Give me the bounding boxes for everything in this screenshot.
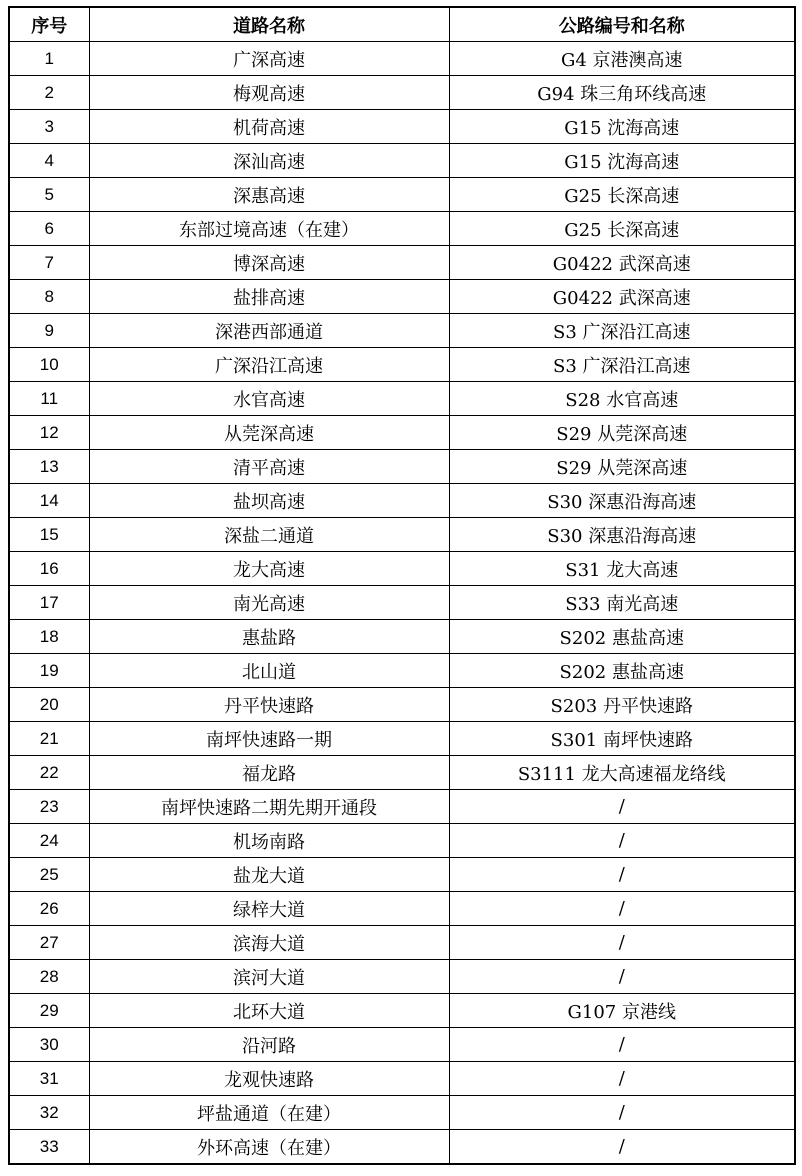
cell-index: 33 <box>9 1130 89 1165</box>
cell-highway: / <box>449 1062 795 1096</box>
cell-road-name: 滨河大道 <box>89 960 449 994</box>
cell-highway: / <box>449 960 795 994</box>
table-row <box>9 994 795 1028</box>
cell-road-name: 北环大道 <box>89 994 449 1028</box>
cell-highway: G0422 武深高速 <box>449 246 795 280</box>
cell-index: 30 <box>9 1028 89 1062</box>
table-row <box>9 348 795 382</box>
cell-highway: S203 丹平快速路 <box>449 688 795 722</box>
table-row <box>9 110 795 144</box>
cell-road-name: 深汕高速 <box>89 144 449 178</box>
cell-index: 19 <box>9 654 89 688</box>
cell-road-name: 广深高速 <box>89 42 449 76</box>
cell-index: 18 <box>9 620 89 654</box>
cell-index: 6 <box>9 212 89 246</box>
cell-road-name: 清平高速 <box>89 450 449 484</box>
cell-highway: G94 珠三角环线高速 <box>449 76 795 110</box>
cell-highway: S3 广深沿江高速 <box>449 314 795 348</box>
cell-road-name: 博深高速 <box>89 246 449 280</box>
cell-road-name: 盐坝高速 <box>89 484 449 518</box>
cell-road-name: 北山道 <box>89 654 449 688</box>
cell-highway: / <box>449 824 795 858</box>
table-body <box>9 42 795 1165</box>
cell-index: 9 <box>9 314 89 348</box>
cell-road-name: 东部过境高速（在建） <box>89 212 449 246</box>
cell-road-name: 深港西部通道 <box>89 314 449 348</box>
road-table-container <box>8 6 794 1165</box>
cell-road-name: 机荷高速 <box>89 110 449 144</box>
table-row <box>9 280 795 314</box>
cell-road-name: 丹平快速路 <box>89 688 449 722</box>
cell-index: 25 <box>9 858 89 892</box>
cell-index: 14 <box>9 484 89 518</box>
table-row <box>9 42 795 76</box>
table-header-row <box>9 7 795 42</box>
table-row <box>9 416 795 450</box>
cell-index: 5 <box>9 178 89 212</box>
cell-road-name: 南光高速 <box>89 586 449 620</box>
cell-road-name: 盐龙大道 <box>89 858 449 892</box>
table-row <box>9 178 795 212</box>
cell-highway: S3111 龙大高速福龙络线 <box>449 756 795 790</box>
table-row <box>9 484 795 518</box>
table-row <box>9 76 795 110</box>
cell-index: 2 <box>9 76 89 110</box>
cell-index: 12 <box>9 416 89 450</box>
cell-road-name: 沿河路 <box>89 1028 449 1062</box>
cell-road-name: 外环高速（在建） <box>89 1130 449 1165</box>
table-row <box>9 858 795 892</box>
table-row <box>9 824 795 858</box>
cell-road-name: 惠盐路 <box>89 620 449 654</box>
cell-index: 7 <box>9 246 89 280</box>
cell-road-name: 滨海大道 <box>89 926 449 960</box>
cell-highway: G107 京港线 <box>449 994 795 1028</box>
cell-index: 15 <box>9 518 89 552</box>
table-row <box>9 620 795 654</box>
cell-index: 13 <box>9 450 89 484</box>
cell-road-name: 水官高速 <box>89 382 449 416</box>
cell-road-name: 梅观高速 <box>89 76 449 110</box>
cell-road-name: 南坪快速路一期 <box>89 722 449 756</box>
cell-highway: / <box>449 790 795 824</box>
cell-index: 17 <box>9 586 89 620</box>
cell-index: 21 <box>9 722 89 756</box>
cell-road-name: 广深沿江高速 <box>89 348 449 382</box>
cell-road-name: 盐排高速 <box>89 280 449 314</box>
cell-road-name: 龙大高速 <box>89 552 449 586</box>
cell-road-name: 深惠高速 <box>89 178 449 212</box>
cell-highway: / <box>449 1028 795 1062</box>
cell-index: 29 <box>9 994 89 1028</box>
table-row <box>9 518 795 552</box>
cell-highway: / <box>449 1096 795 1130</box>
table-row <box>9 654 795 688</box>
table-row <box>9 722 795 756</box>
table-row <box>9 382 795 416</box>
table-row <box>9 314 795 348</box>
table-row <box>9 1028 795 1062</box>
cell-highway: S31 龙大高速 <box>449 552 795 586</box>
cell-index: 4 <box>9 144 89 178</box>
cell-highway: / <box>449 892 795 926</box>
table-row <box>9 756 795 790</box>
table-row <box>9 1130 795 1165</box>
cell-index: 8 <box>9 280 89 314</box>
table-row <box>9 246 795 280</box>
header-highway: 公路编号和名称 <box>449 7 795 42</box>
table-row <box>9 450 795 484</box>
cell-road-name: 绿梓大道 <box>89 892 449 926</box>
cell-highway: G4 京港澳高速 <box>449 42 795 76</box>
cell-index: 26 <box>9 892 89 926</box>
cell-highway: G15 沈海高速 <box>449 110 795 144</box>
cell-highway: G25 长深高速 <box>449 212 795 246</box>
cell-highway: S30 深惠沿海高速 <box>449 518 795 552</box>
header-road-name: 道路名称 <box>89 7 449 42</box>
cell-highway: S202 惠盐高速 <box>449 654 795 688</box>
cell-highway: / <box>449 858 795 892</box>
table-row <box>9 688 795 722</box>
table-row <box>9 1096 795 1130</box>
table-row <box>9 790 795 824</box>
table-row <box>9 926 795 960</box>
header-index: 序号 <box>9 7 89 42</box>
cell-road-name: 坪盐通道（在建） <box>89 1096 449 1130</box>
cell-highway: S29 从莞深高速 <box>449 416 795 450</box>
cell-highway: G15 沈海高速 <box>449 144 795 178</box>
cell-index: 20 <box>9 688 89 722</box>
cell-highway: S30 深惠沿海高速 <box>449 484 795 518</box>
cell-road-name: 深盐二通道 <box>89 518 449 552</box>
cell-index: 27 <box>9 926 89 960</box>
cell-road-name: 南坪快速路二期先期开通段 <box>89 790 449 824</box>
table-row <box>9 144 795 178</box>
cell-road-name: 福龙路 <box>89 756 449 790</box>
cell-index: 23 <box>9 790 89 824</box>
cell-road-name: 从莞深高速 <box>89 416 449 450</box>
cell-index: 32 <box>9 1096 89 1130</box>
table-row <box>9 892 795 926</box>
cell-index: 3 <box>9 110 89 144</box>
cell-index: 11 <box>9 382 89 416</box>
table-row <box>9 1062 795 1096</box>
cell-road-name: 机场南路 <box>89 824 449 858</box>
cell-index: 31 <box>9 1062 89 1096</box>
cell-highway: S301 南坪快速路 <box>449 722 795 756</box>
cell-highway: S29 从莞深高速 <box>449 450 795 484</box>
cell-index: 22 <box>9 756 89 790</box>
cell-highway: S28 水官高速 <box>449 382 795 416</box>
cell-highway: G25 长深高速 <box>449 178 795 212</box>
cell-highway: S202 惠盐高速 <box>449 620 795 654</box>
table-row <box>9 586 795 620</box>
cell-road-name: 龙观快速路 <box>89 1062 449 1096</box>
table-row <box>9 960 795 994</box>
table-row <box>9 552 795 586</box>
table-row <box>9 212 795 246</box>
cell-highway: / <box>449 1130 795 1165</box>
cell-highway: G0422 武深高速 <box>449 280 795 314</box>
cell-index: 16 <box>9 552 89 586</box>
cell-highway: S3 广深沿江高速 <box>449 348 795 382</box>
cell-highway: / <box>449 926 795 960</box>
cell-index: 10 <box>9 348 89 382</box>
cell-index: 28 <box>9 960 89 994</box>
road-table <box>8 6 796 1165</box>
cell-index: 24 <box>9 824 89 858</box>
cell-index: 1 <box>9 42 89 76</box>
cell-highway: S33 南光高速 <box>449 586 795 620</box>
